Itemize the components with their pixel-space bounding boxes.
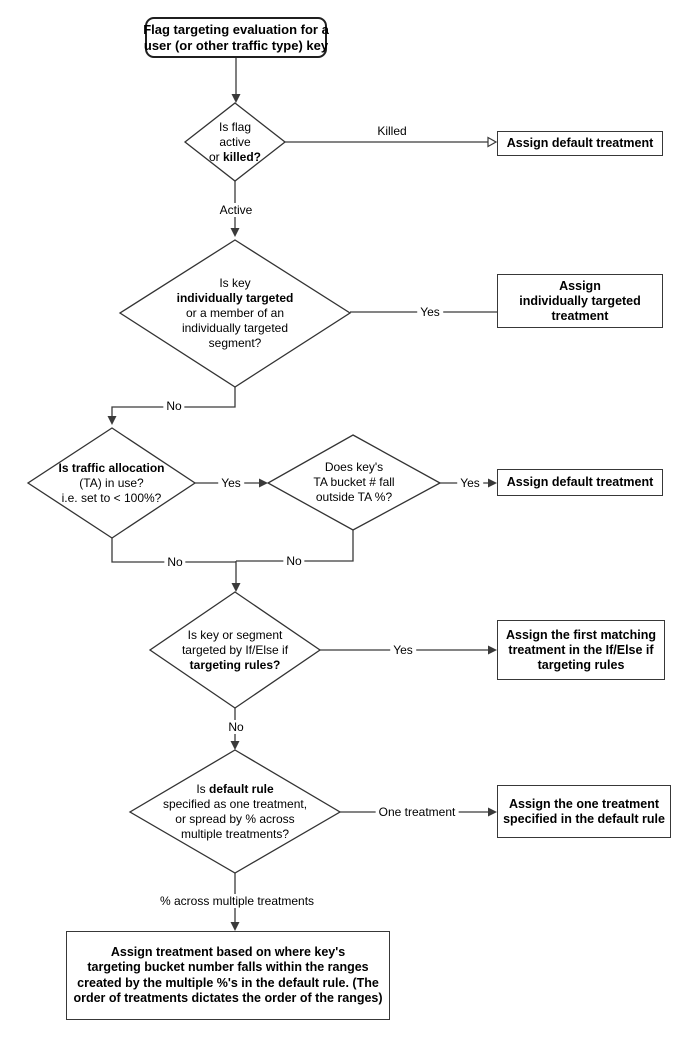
text-line: Is flag xyxy=(218,119,251,134)
arrowhead-right-icon xyxy=(488,646,497,655)
text-line: treatment xyxy=(551,308,609,323)
terminal-assign-one-treatment xyxy=(497,785,671,838)
text-line: order of treatments dictates the order of the ranges) xyxy=(73,991,383,1005)
terminal-assign-default-treatment-killed xyxy=(497,131,663,156)
text-line: outside TA %? xyxy=(315,490,393,504)
edge-label-yes-bucket: Yes xyxy=(457,476,483,490)
text-part-bold: killed? xyxy=(223,149,262,164)
edge-label-no-rules: No xyxy=(225,720,246,734)
text-line: Assign default treatment xyxy=(506,475,654,489)
text-line: TA bucket # fall xyxy=(313,475,395,489)
arrowhead-down-icon xyxy=(232,94,241,103)
terminal-assign-treatment-ranges xyxy=(66,931,390,1020)
decision-flag-status xyxy=(185,103,285,181)
text-line: Does key's xyxy=(324,460,384,474)
text-part-bold: individually targeted xyxy=(176,291,294,305)
edge-label-yes-individual: Yes xyxy=(417,305,443,319)
text-line: Is key xyxy=(219,276,251,290)
text-part-bold: default rule xyxy=(208,781,274,796)
text-line: targeting rules xyxy=(537,657,625,672)
text-part: Is xyxy=(196,781,209,796)
text-line: Assign xyxy=(559,278,601,293)
decision-default-rule xyxy=(130,750,340,873)
text-line: Assign treatment based on where key's xyxy=(110,944,346,959)
text-line: user (or other traffic type) key xyxy=(143,37,329,53)
edge-label-killed: Killed xyxy=(374,124,409,138)
text-line: multiple treatments? xyxy=(180,826,290,841)
arrowhead-right-icon xyxy=(259,479,268,488)
text-line xyxy=(209,150,261,165)
decision-traffic-allocation xyxy=(28,428,195,538)
arrowhead-right-icon xyxy=(488,479,497,488)
text-part-bold: targeting rules? xyxy=(189,657,281,672)
edge-label-yes-ta: Yes xyxy=(218,476,244,490)
arrowhead-down-icon xyxy=(232,583,241,592)
edge-label-pct-across: % across multiple treatments xyxy=(157,894,317,908)
text-line: or a member of an xyxy=(185,306,285,320)
arrowhead-open-right-icon xyxy=(488,138,496,147)
text-line: individually targeted xyxy=(181,321,289,335)
decision-individual-targeting xyxy=(120,240,350,387)
edge-label-no-ta: No xyxy=(164,555,185,569)
arrowhead-down-icon xyxy=(231,741,240,750)
text-line xyxy=(196,782,273,797)
arrowhead-down-icon xyxy=(108,416,117,425)
text-line: created by the multiple %'s in the default rule. (The xyxy=(77,975,379,990)
arrowhead-down-icon xyxy=(231,922,240,931)
text-part: or xyxy=(208,149,223,164)
arrowhead-down-icon xyxy=(231,228,240,237)
text-line: targeted by If/Else if xyxy=(181,642,289,657)
text-line: specified as one treatment, xyxy=(162,796,308,811)
edge-label-one-treatment: One treatment xyxy=(376,805,459,819)
start-node xyxy=(145,17,327,58)
text-line: targeting bucket number falls within the ranges xyxy=(87,960,369,974)
text-line xyxy=(190,658,281,673)
text-line: Assign the first matching xyxy=(505,627,657,642)
text-line: segment? xyxy=(208,336,262,350)
decision-ta-bucket xyxy=(268,435,440,530)
edge-label-no-bucket: No xyxy=(283,554,304,568)
text-line: i.e. set to < 100%? xyxy=(61,490,162,505)
text-line: Assign default treatment xyxy=(506,136,654,150)
text-line: or spread by % across xyxy=(175,811,295,826)
edge-label-yes-rules: Yes xyxy=(390,643,416,657)
decision-targeting-rules xyxy=(150,592,320,708)
text-line: Assign the one treatment xyxy=(508,796,660,811)
text-line: Is key or segment xyxy=(187,627,283,642)
edge-label-active: Active xyxy=(217,203,256,217)
text-line: specified in the default rule xyxy=(503,811,665,826)
terminal-assign-first-matching xyxy=(497,620,665,680)
text-line: active xyxy=(219,134,251,149)
arrowhead-right-icon xyxy=(488,808,497,817)
text-line: treatment in the If/Else if xyxy=(508,642,654,657)
text-line xyxy=(58,461,164,476)
edge-label-no-individual: No xyxy=(163,399,184,413)
text-line: (TA) in use? xyxy=(79,475,144,490)
text-line: individually targeted xyxy=(519,293,641,308)
text-line xyxy=(177,291,294,306)
text-line: Flag targeting evaluation for a xyxy=(143,21,329,37)
terminal-assign-default-treatment-ta xyxy=(497,469,663,496)
terminal-assign-individually-targeted xyxy=(497,274,663,328)
text-part-bold: Is traffic allocation xyxy=(58,460,165,475)
